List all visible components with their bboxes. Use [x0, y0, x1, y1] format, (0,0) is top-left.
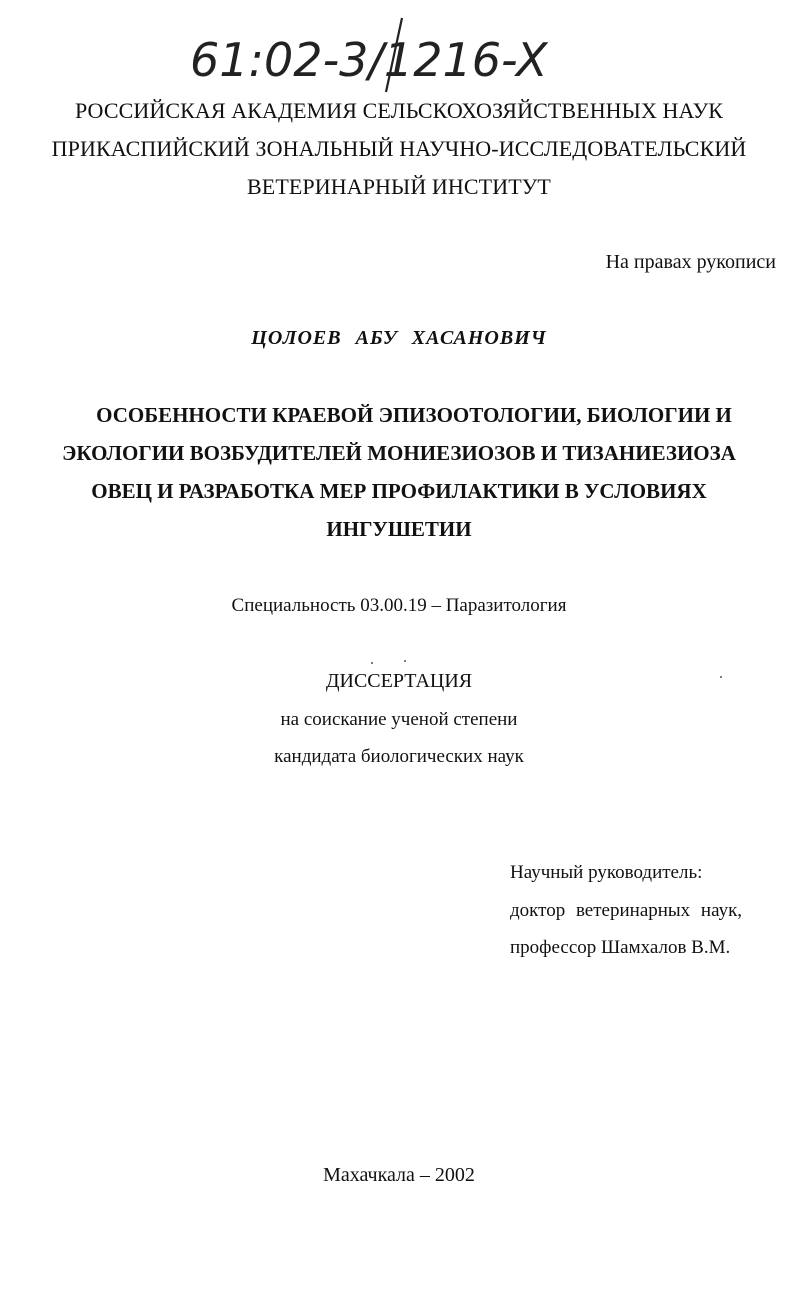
scan-speck: [371, 662, 373, 664]
title-line-2: ЭКОЛОГИИ ВОЗБУДИТЕЛЕЙ МОНИЕЗИОЗОВ И ТИЗАНИЕЗИОЗА: [62, 441, 736, 465]
institution-line-2: ПРИКАСПИЙСКИЙ ЗОНАЛЬНЫЙ НАУЧНО-ИССЛЕДОВАТЕЛЬСКИЙ: [51, 136, 747, 161]
author-name: ЦОЛОЕВ АБУ ХАСАНОВИЧ: [251, 327, 547, 349]
archive-number-text: 61:02-3/1216-X: [190, 33, 548, 87]
rights-note: На правах рукописи: [605, 251, 776, 273]
title-line-3: ОВЕЦ И РАЗРАБОТКА МЕР ПРОФИЛАКТИКИ В УСЛОВИЯХ: [91, 479, 707, 503]
institution-line-1: РОССИЙСКАЯ АКАДЕМИЯ СЕЛЬСКОХОЗЯЙСТВЕННЫХ НАУК: [74, 98, 724, 123]
title-line-1: ОСОБЕННОСТИ КРАЕВОЙ ЭПИЗООТОЛОГИИ, БИОЛОГИИ И: [96, 403, 732, 427]
degree-line-1: на соискание ученой степени: [280, 709, 518, 730]
advisor-line-3: профессор Шамхалов В.М.: [510, 937, 731, 958]
specialty: Специальность 03.00.19 – Паразитология: [231, 595, 567, 616]
handwritten-archive-number: [190, 14, 550, 94]
title-line-4: ИНГУШЕТИИ: [326, 517, 472, 541]
place-year: Махачкала – 2002: [323, 1164, 475, 1186]
advisor-line-1: Научный руководитель:: [510, 862, 703, 883]
institution-line-3: ВЕТЕРИНАРНЫЙ ИНСТИТУТ: [247, 174, 551, 199]
advisor-line-2: доктор ветеринарных наук,: [510, 900, 743, 921]
scan-speck: [404, 660, 406, 662]
dissertation-label: ДИССЕРТАЦИЯ: [325, 670, 473, 692]
degree-line-2: кандидата биологических наук: [274, 746, 524, 767]
